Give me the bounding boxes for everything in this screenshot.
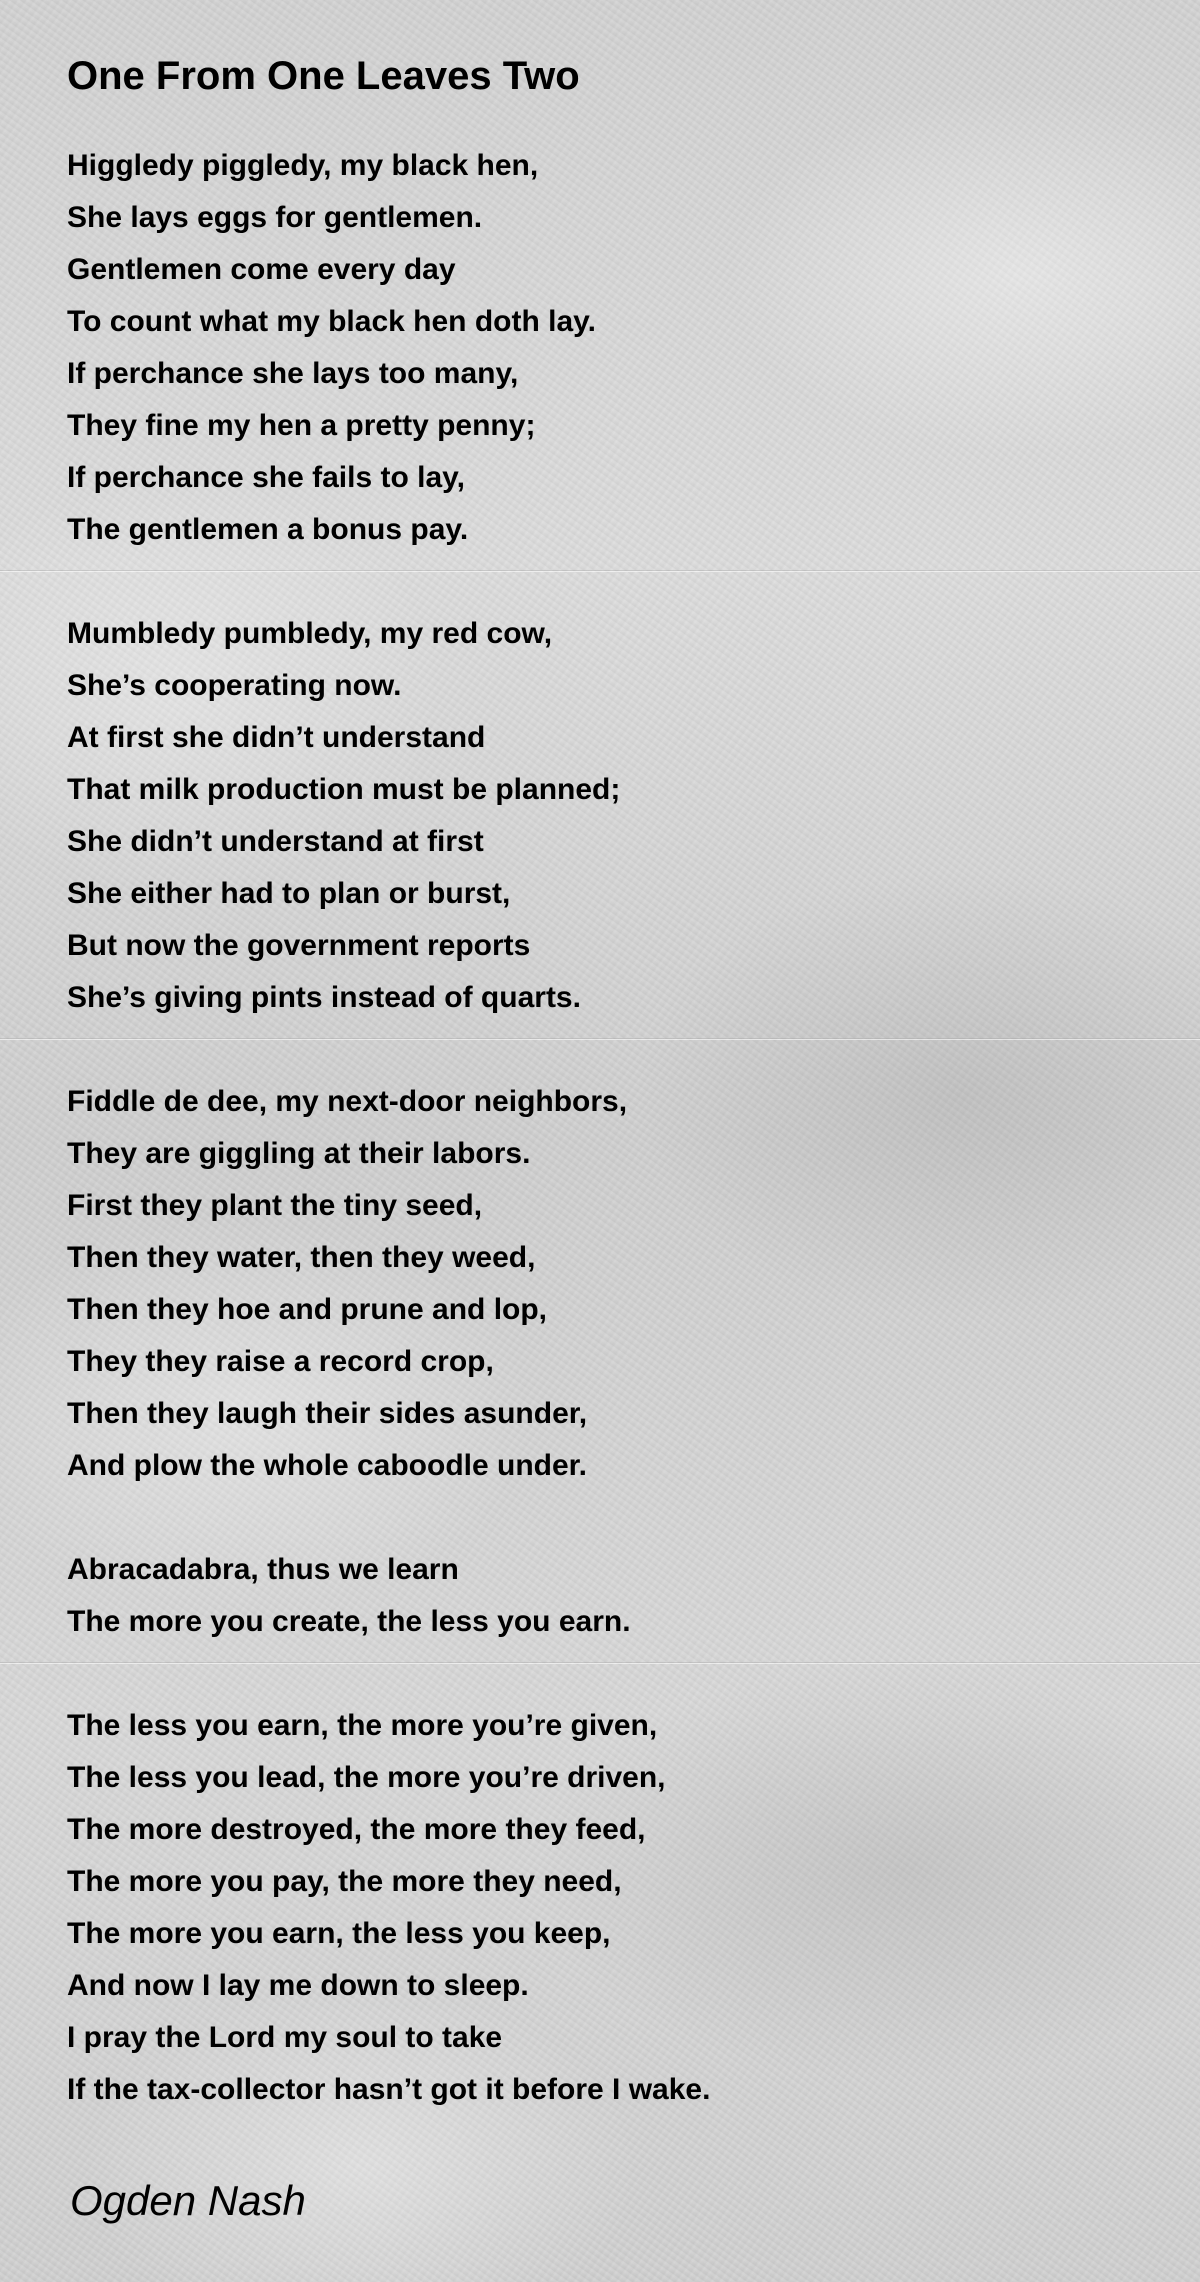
poem-stanza xyxy=(67,1076,710,1492)
poem-stanza xyxy=(67,140,710,556)
poem-line: She either had to plan or burst, xyxy=(67,877,511,910)
poem-line: Abracadabra, thus we learn xyxy=(67,1553,459,1586)
poem-line: If perchance she fails to lay, xyxy=(67,461,465,494)
poem-line: They they raise a record crop, xyxy=(67,1345,494,1378)
poem-line: If perchance she lays too many, xyxy=(67,357,519,390)
poem-line: The less you earn, the more you’re given, xyxy=(67,1709,658,1742)
poem-line: The more destroyed, the more they feed, xyxy=(67,1813,646,1846)
poem-container xyxy=(67,48,1147,2106)
poem-line: The less you lead, the more you’re driven, xyxy=(67,1761,666,1794)
poem-line: Gentlemen come every day xyxy=(67,253,456,286)
poem-line: And now I lay me down to sleep. xyxy=(67,1969,529,2002)
poem-line: She didn’t understand at first xyxy=(67,825,484,858)
poem-line: But now the government reports xyxy=(67,929,531,962)
poem-line: They fine my hen a pretty penny; xyxy=(67,409,536,442)
poem-line: Then they hoe and prune and lop, xyxy=(67,1293,548,1326)
poem-author: Ogden Nash xyxy=(70,2177,306,2224)
poem-line: First they plant the tiny seed, xyxy=(67,1189,483,1222)
poem-line: She’s cooperating now. xyxy=(67,669,402,702)
poem-line: If the tax-collector hasn’t got it before I wake. xyxy=(67,2073,711,2106)
poem-line: Then they laugh their sides asunder, xyxy=(67,1397,588,1430)
poem-line: I pray the Lord my soul to take xyxy=(67,2021,503,2054)
poem-line: The more you pay, the more they need, xyxy=(67,1865,622,1898)
poem-line: She lays eggs for gentlemen. xyxy=(67,201,483,234)
poem-line: Then they water, then they weed, xyxy=(67,1241,536,1274)
poem-line: That milk production must be planned; xyxy=(67,773,621,806)
poem-line: And plow the whole caboodle under. xyxy=(67,1449,588,1482)
poem-line: Higgledy piggledy, my black hen, xyxy=(67,149,539,182)
poem-line: Mumbledy pumbledy, my red cow, xyxy=(67,617,553,650)
poem-stanza xyxy=(67,1700,710,2116)
poem-line: Fiddle de dee, my next-door neighbors, xyxy=(67,1085,628,1118)
poem-line: At first she didn’t understand xyxy=(67,721,486,754)
poem-line: The more you earn, the less you keep, xyxy=(67,1917,611,1950)
poem-line: The more you create, the less you earn. xyxy=(67,1605,631,1638)
poem-line: To count what my black hen doth lay. xyxy=(67,305,596,338)
poem-stanza xyxy=(67,608,710,1024)
poem-stanza xyxy=(67,1544,710,1648)
poem-line: They are giggling at their labors. xyxy=(67,1137,531,1170)
poem-line: The gentlemen a bonus pay. xyxy=(67,513,469,546)
poem-line: She’s giving pints instead of quarts. xyxy=(67,981,581,1014)
poem-body xyxy=(67,140,710,2168)
poem-title: One From One Leaves Two xyxy=(67,54,580,98)
